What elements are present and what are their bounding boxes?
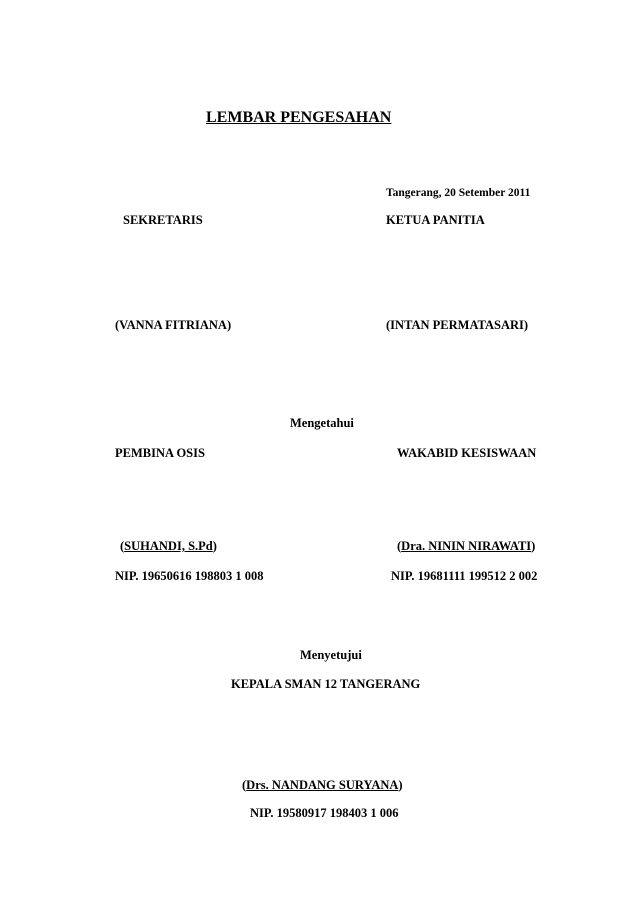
kepala-role: KEPALA SMAN 12 TANGERANG <box>231 677 421 691</box>
sekretaris-signature <box>115 318 231 333</box>
paren-close: ) <box>531 539 536 553</box>
paren-close: ) <box>226 318 232 332</box>
ketua-name: INTAN PERMATASARI <box>390 318 524 332</box>
paren-open: ( <box>397 539 402 553</box>
kepala-name: Drs. NANDANG SURYANA <box>246 778 399 792</box>
paren-close: ) <box>212 539 217 553</box>
wakabid-nip: NIP. 19681111 199512 2 002 <box>391 569 538 583</box>
wakabid-role: WAKABID KESISWAAN <box>397 446 537 460</box>
kepala-signature <box>242 778 403 793</box>
pembina-nip: NIP. 19650616 198803 1 008 <box>115 569 264 583</box>
wakabid-name: Dra. NININ NIRAWATI <box>401 539 532 553</box>
sekretaris-role: SEKRETARIS <box>123 213 203 227</box>
pembina-role: PEMBINA OSIS <box>115 446 205 460</box>
pembina-signature <box>120 539 217 554</box>
paren-close: ) <box>398 778 403 792</box>
place-date: Tangerang, 20 Setember 2011 <box>386 187 531 199</box>
paren-open: ( <box>386 318 391 332</box>
kepala-nip: NIP. 19580917 198403 1 006 <box>250 806 399 820</box>
mengetahui-label: Mengetahui <box>290 416 354 430</box>
ketua-signature <box>386 318 528 333</box>
pembina-name: SUHANDI, S.Pd <box>124 539 213 553</box>
sekretaris-name: VANNA FITRIANA <box>119 318 227 332</box>
wakabid-signature <box>397 539 535 554</box>
paren-open: ( <box>120 539 125 553</box>
menyetujui-label: Menyetujui <box>300 648 362 662</box>
paren-close: ) <box>523 318 529 332</box>
paren-open: ( <box>242 778 247 792</box>
ketua-role: KETUA PANITIA <box>386 213 485 227</box>
page-title: LEMBAR PENGESAHAN <box>206 109 392 126</box>
paren-open: ( <box>115 318 120 332</box>
